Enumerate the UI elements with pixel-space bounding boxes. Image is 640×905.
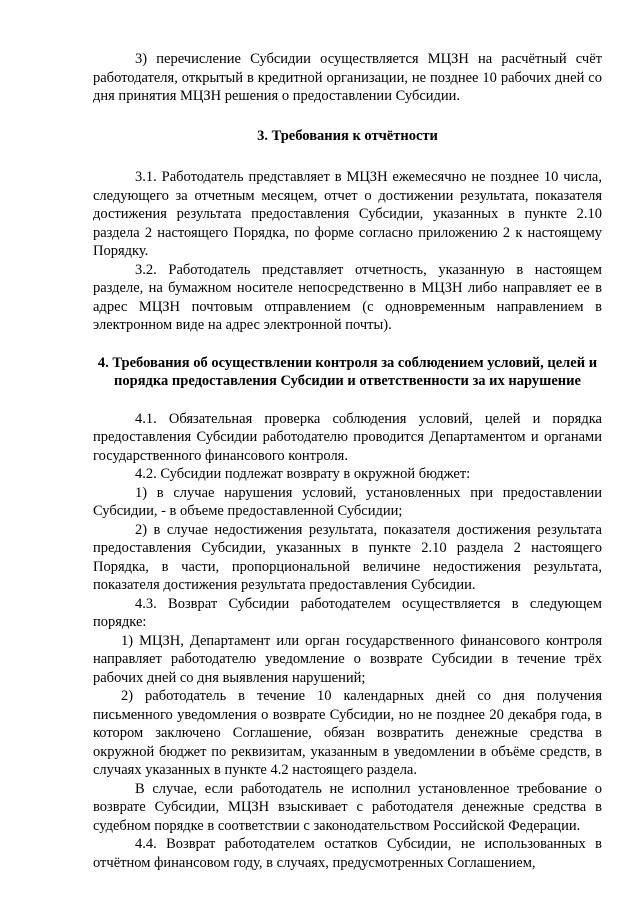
paragraph-4-2-item-1: 1) в случае нарушения условий, установленных при предоставлении Субсидии, - в объеме предоставленной Субсидии; <box>93 484 602 519</box>
paragraph-3-1: 3.1. Работодатель представляет в МЦЗН ежемесячно не позднее 10 числа, следующего за отчетным месяцем, отчет о достижении результата, показателя достижения результата предоставления Субсидии, указанных в пункте 2.10 раздела 2 настоящего Порядка, по форме согласно приложению 2 к настоящему Порядку. <box>93 169 602 259</box>
paragraph-3-2: 3.2. Работодатель представляет отчетность, указанную в настоящем разделе, на бумажном носителе непосредственно в МЦЗН либо направляет ее в адрес МЦЗН почтовым отправлением (с одновременным направлением в электронном виде на адрес электронной почты). <box>93 261 602 333</box>
document-page <box>93 50 602 872</box>
paragraph-4-2: 4.2. Субсидии подлежат возврату в окружной бюджет: <box>135 466 471 482</box>
paragraph-4-2-item-2: 2) в случае недостижения результата, показателя достижения результата предоставления Субсидии, указанных в пункте 2.10 раздела 2 настоящего Порядка, в части, пропорциональной величине недостижения результата, показателя достижения результата предоставления Субсидии. <box>93 521 602 593</box>
section-3-heading: 3. Требования к отчётности <box>257 127 438 144</box>
paragraph-recovery-court: В случае, если работодатель не исполнил установленное требование о возврате Субсидии, МЦЗН взыскивает с работодателя денежные средства в судебном порядке в соответствии с законодательством Российской Федерации. <box>93 780 602 834</box>
paragraph-4-3-item-2: 2) работодатель в течение 10 календарных дней со дня получения письменного уведомления о возврате Субсидии, но не позднее 20 декабря года, в котором заключено Соглашение, обязан возвратить денежные средства в окружной бюджет по реквизитам, указанным в уведомлении в объёме средств, в случаях указанных в пункте 4.2 настоящего раздела. <box>93 688 602 778</box>
paragraph-4-3-item-1: 1) МЦЗН, Департамент или орган государственного финансового контроля направляет работодателю уведомление о возврате Субсидии в течение трёх рабочих дней со дня выявления нарушений; <box>93 632 602 686</box>
section-4-heading: 4. Требования об осуществлении контроля за соблюдением условий, целей и порядка предоставления Субсидии и ответственности за их нарушение <box>97 354 598 389</box>
paragraph-4-4: 4.4. Возврат работодателем остатков Субсидии, не использованных в отчётном финансовом году, в случаях, предусмотренных Соглашением, <box>93 836 602 871</box>
paragraph-4-1: 4.1. Обязательная проверка соблюдения условий, целей и порядка предоставления Субсидии работодателю проводится Департаментом и органами государственного финансового контроля. <box>93 410 602 464</box>
paragraph-4-3: 4.3. Возврат Субсидии работодателем осуществляется в следующем порядке: <box>93 595 602 630</box>
paragraph-transfer-subsidy: 3) перечисление Субсидии осуществляется МЦЗН на расчётный счёт работодателя, открытый в кредитной организации, не позднее 10 рабочих дней со дня принятия МЦЗН решения о предоставлении Субсидии. <box>93 51 602 104</box>
